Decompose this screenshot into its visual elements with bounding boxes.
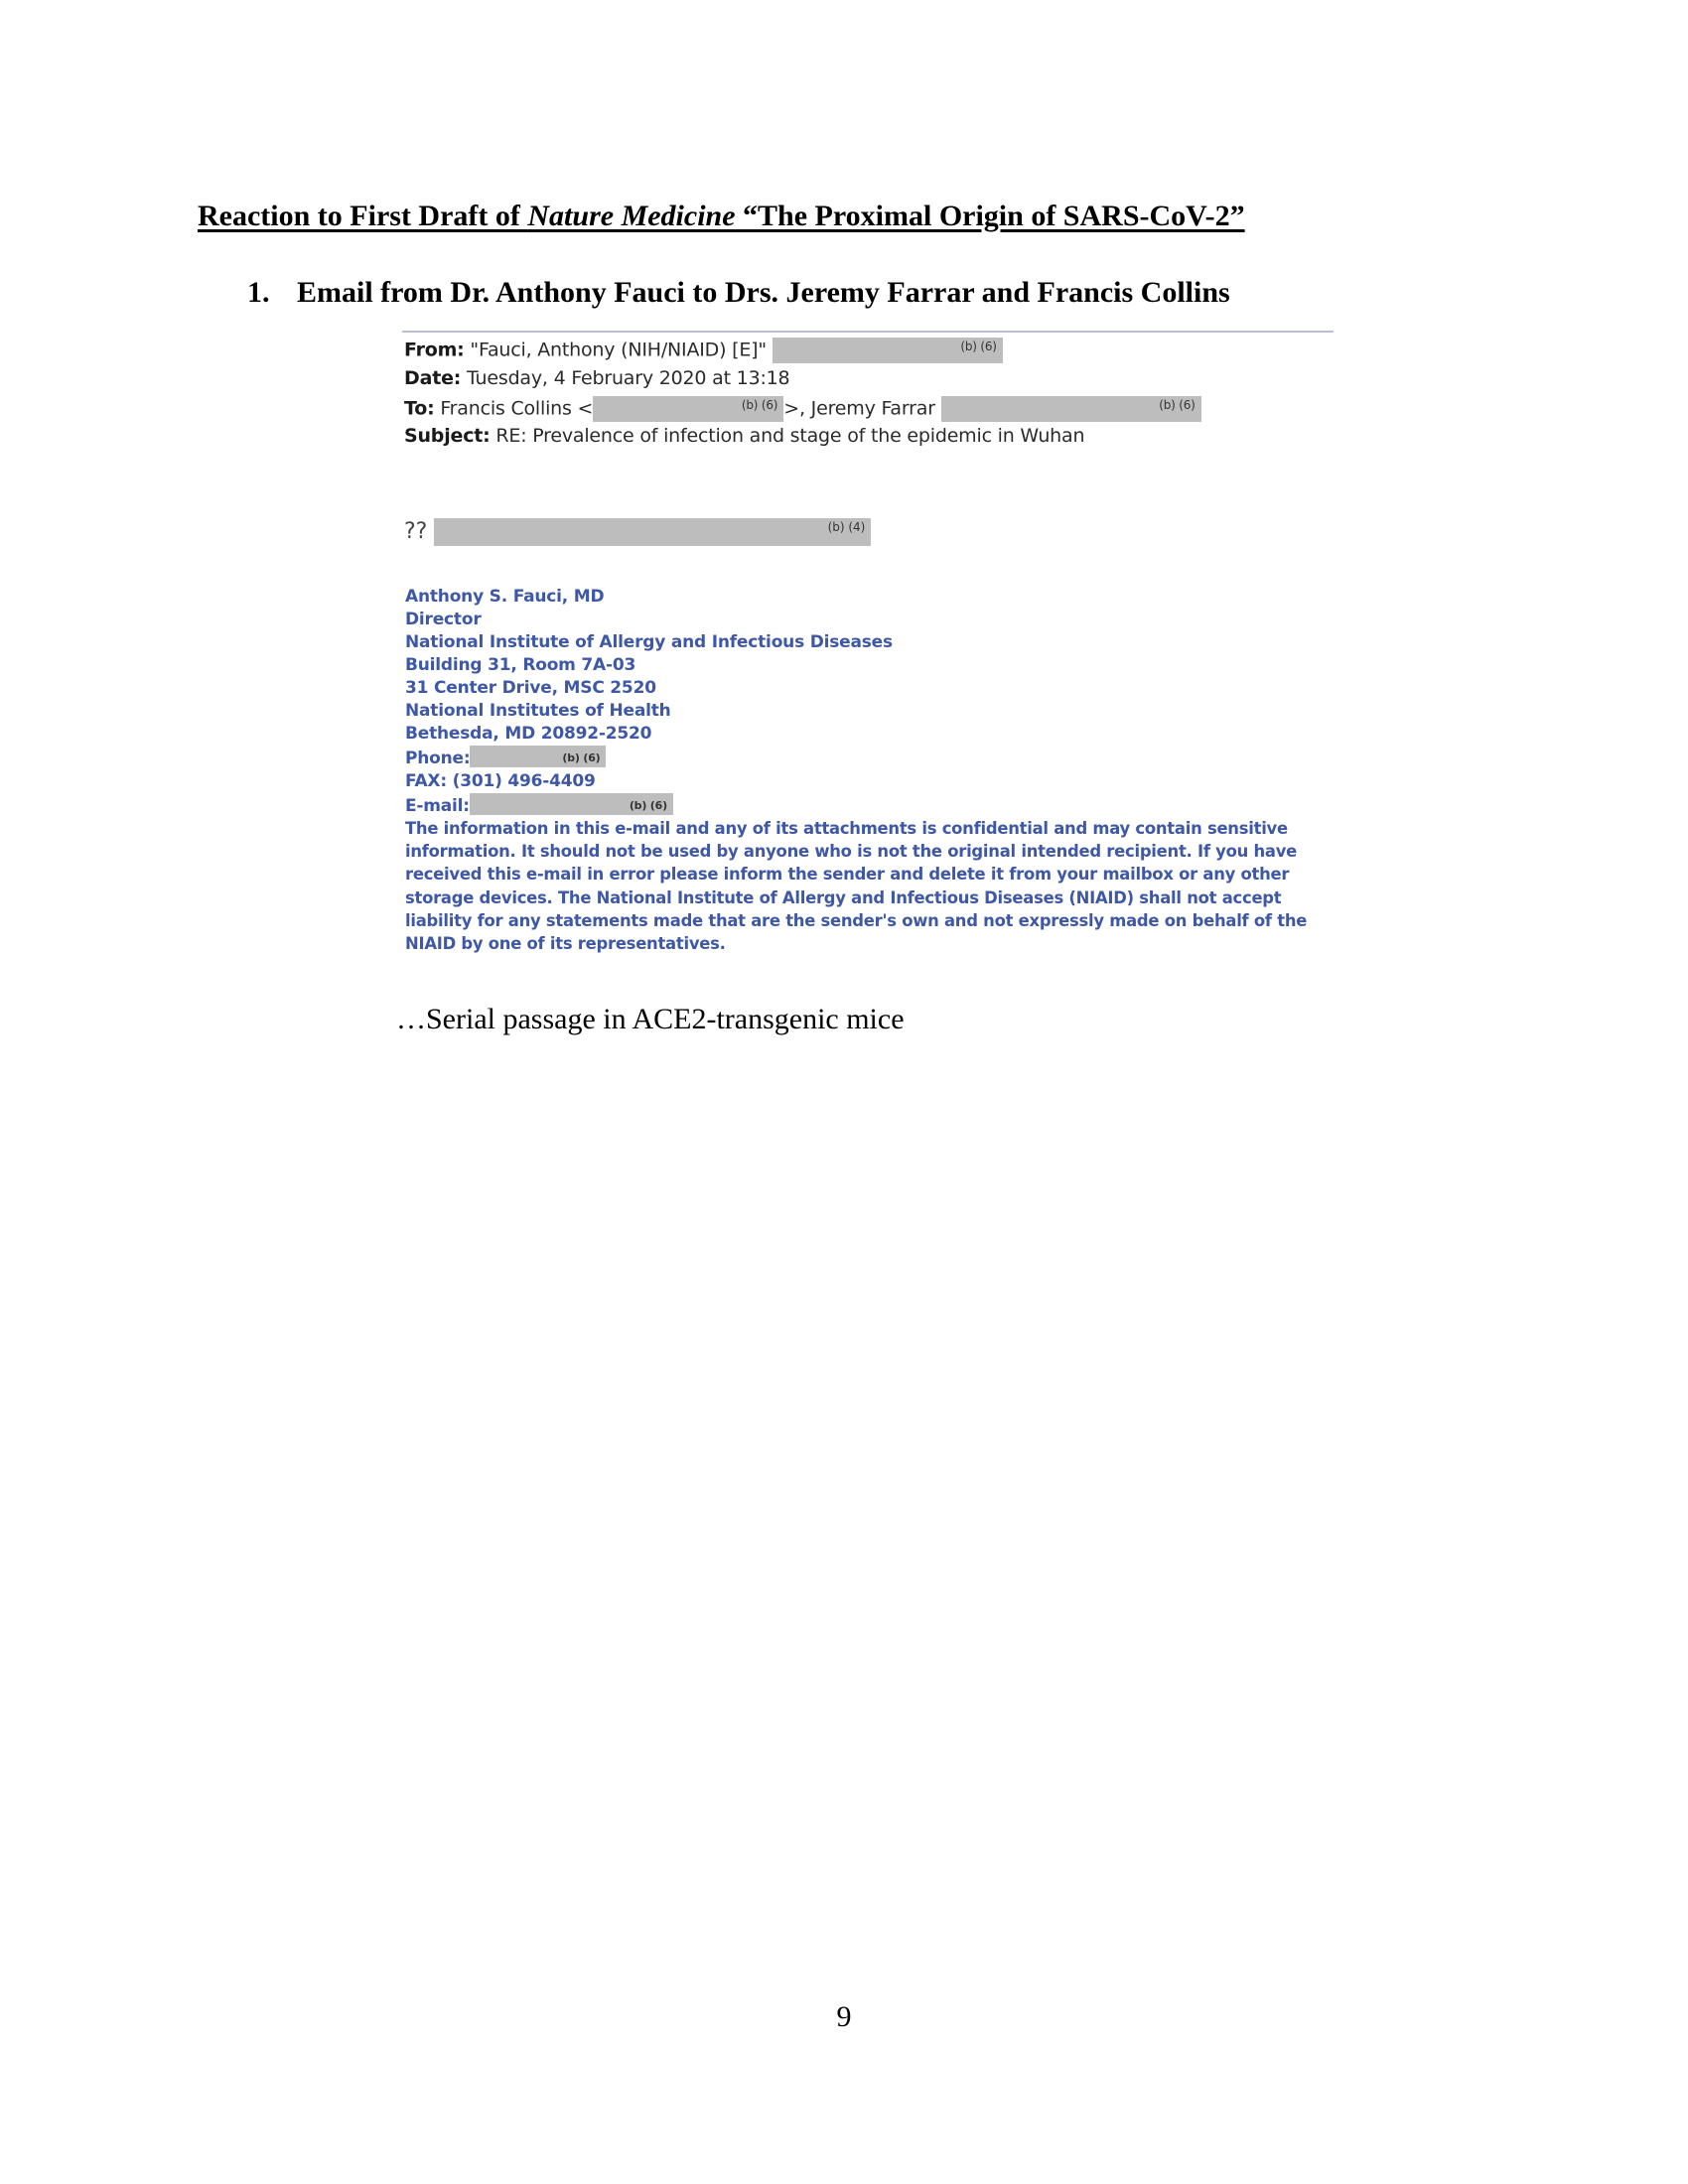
- heading-journal: Nature Medicine: [527, 200, 736, 232]
- signature-city: Bethesda, MD 20892-2520: [405, 724, 652, 744]
- list-item-text: Email from Dr. Anthony Fauci to Drs. Jeremy Farrar and Francis Collins: [297, 276, 1230, 309]
- from-value: "Fauci, Anthony (NIH/NIAID) [E]": [464, 339, 767, 361]
- redaction-box: [470, 793, 673, 815]
- list-item-number: 1.: [247, 276, 270, 309]
- heading-prefix: Reaction to First Draft of: [198, 200, 528, 232]
- signature-name: Anthony S. Fauci, MD: [405, 587, 605, 607]
- subject-label: Subject:: [404, 425, 491, 447]
- redaction-box: [941, 396, 1201, 422]
- subject-value: RE: Prevalence of infection and stage of the epidemic in Wuhan: [490, 425, 1085, 447]
- section-heading: [198, 200, 1245, 233]
- excerpt-text: …Serial passage in ACE2-transgenic mice: [396, 1003, 905, 1035]
- signature-email: [405, 793, 893, 818]
- email-disclaimer: The information in this e-mail and any of its attachments is confidential and may contain sensitive information. It should not be used by anyone who is not the original intended recipient. If you have received this e-mail in error please inform the sender and delete it from your mailbox or any other storage devices. The National Institute of Allergy and Infectious Diseases (NIAID) shall not accept liability for any statements made that are the sender's own and not expressly made on behalf of the NIAID by one of its representatives.: [405, 819, 1308, 954]
- redaction-code: (b) (6): [1159, 398, 1196, 412]
- body-prefix: ??: [404, 519, 428, 544]
- redaction-code: (b) (6): [562, 751, 601, 764]
- list-item: [247, 276, 1230, 310]
- email-divider: [402, 331, 1334, 333]
- signature-title: Director: [405, 610, 482, 629]
- redaction-box: [434, 518, 871, 546]
- email-body: [404, 518, 871, 546]
- redaction-box: [470, 746, 606, 767]
- to-value-2: >, Jeremy Farrar: [783, 397, 935, 420]
- page-number: 9: [836, 2000, 852, 2033]
- date-label: Date:: [404, 367, 462, 389]
- redaction-box: [593, 396, 783, 422]
- signature-org: National Institutes of Health: [405, 701, 671, 721]
- to-label: To:: [404, 397, 435, 420]
- email-to-line: [404, 396, 1201, 422]
- email-label: E-mail:: [405, 796, 470, 816]
- from-label: From:: [404, 339, 465, 361]
- redaction-code: (b) (4): [827, 520, 866, 534]
- phone-label: Phone:: [405, 749, 471, 768]
- heading-suffix: “The Proximal Origin of SARS-CoV-2”: [735, 200, 1245, 232]
- signature-fax: FAX: (301) 496-4409: [405, 771, 596, 791]
- date-value: Tuesday, 4 February 2020 at 13:18: [461, 367, 790, 389]
- email-subject-line: [404, 425, 1084, 447]
- signature-street: 31 Center Drive, MSC 2520: [405, 678, 656, 698]
- email-date-line: [404, 367, 789, 389]
- redaction-code: (b) (6): [960, 340, 997, 353]
- signature-institute: National Institute of Allergy and Infectious Diseases: [405, 632, 893, 652]
- email-signature: [405, 586, 893, 818]
- to-value-1: Francis Collins <: [434, 397, 594, 420]
- email-screenshot: [402, 328, 1334, 963]
- redaction-code: (b) (6): [629, 799, 667, 812]
- email-from-line: [404, 338, 1003, 363]
- signature-phone: [405, 746, 893, 770]
- redaction-code: (b) (6): [741, 398, 778, 412]
- signature-building: Building 31, Room 7A-03: [405, 655, 636, 675]
- redaction-box: [773, 338, 1003, 363]
